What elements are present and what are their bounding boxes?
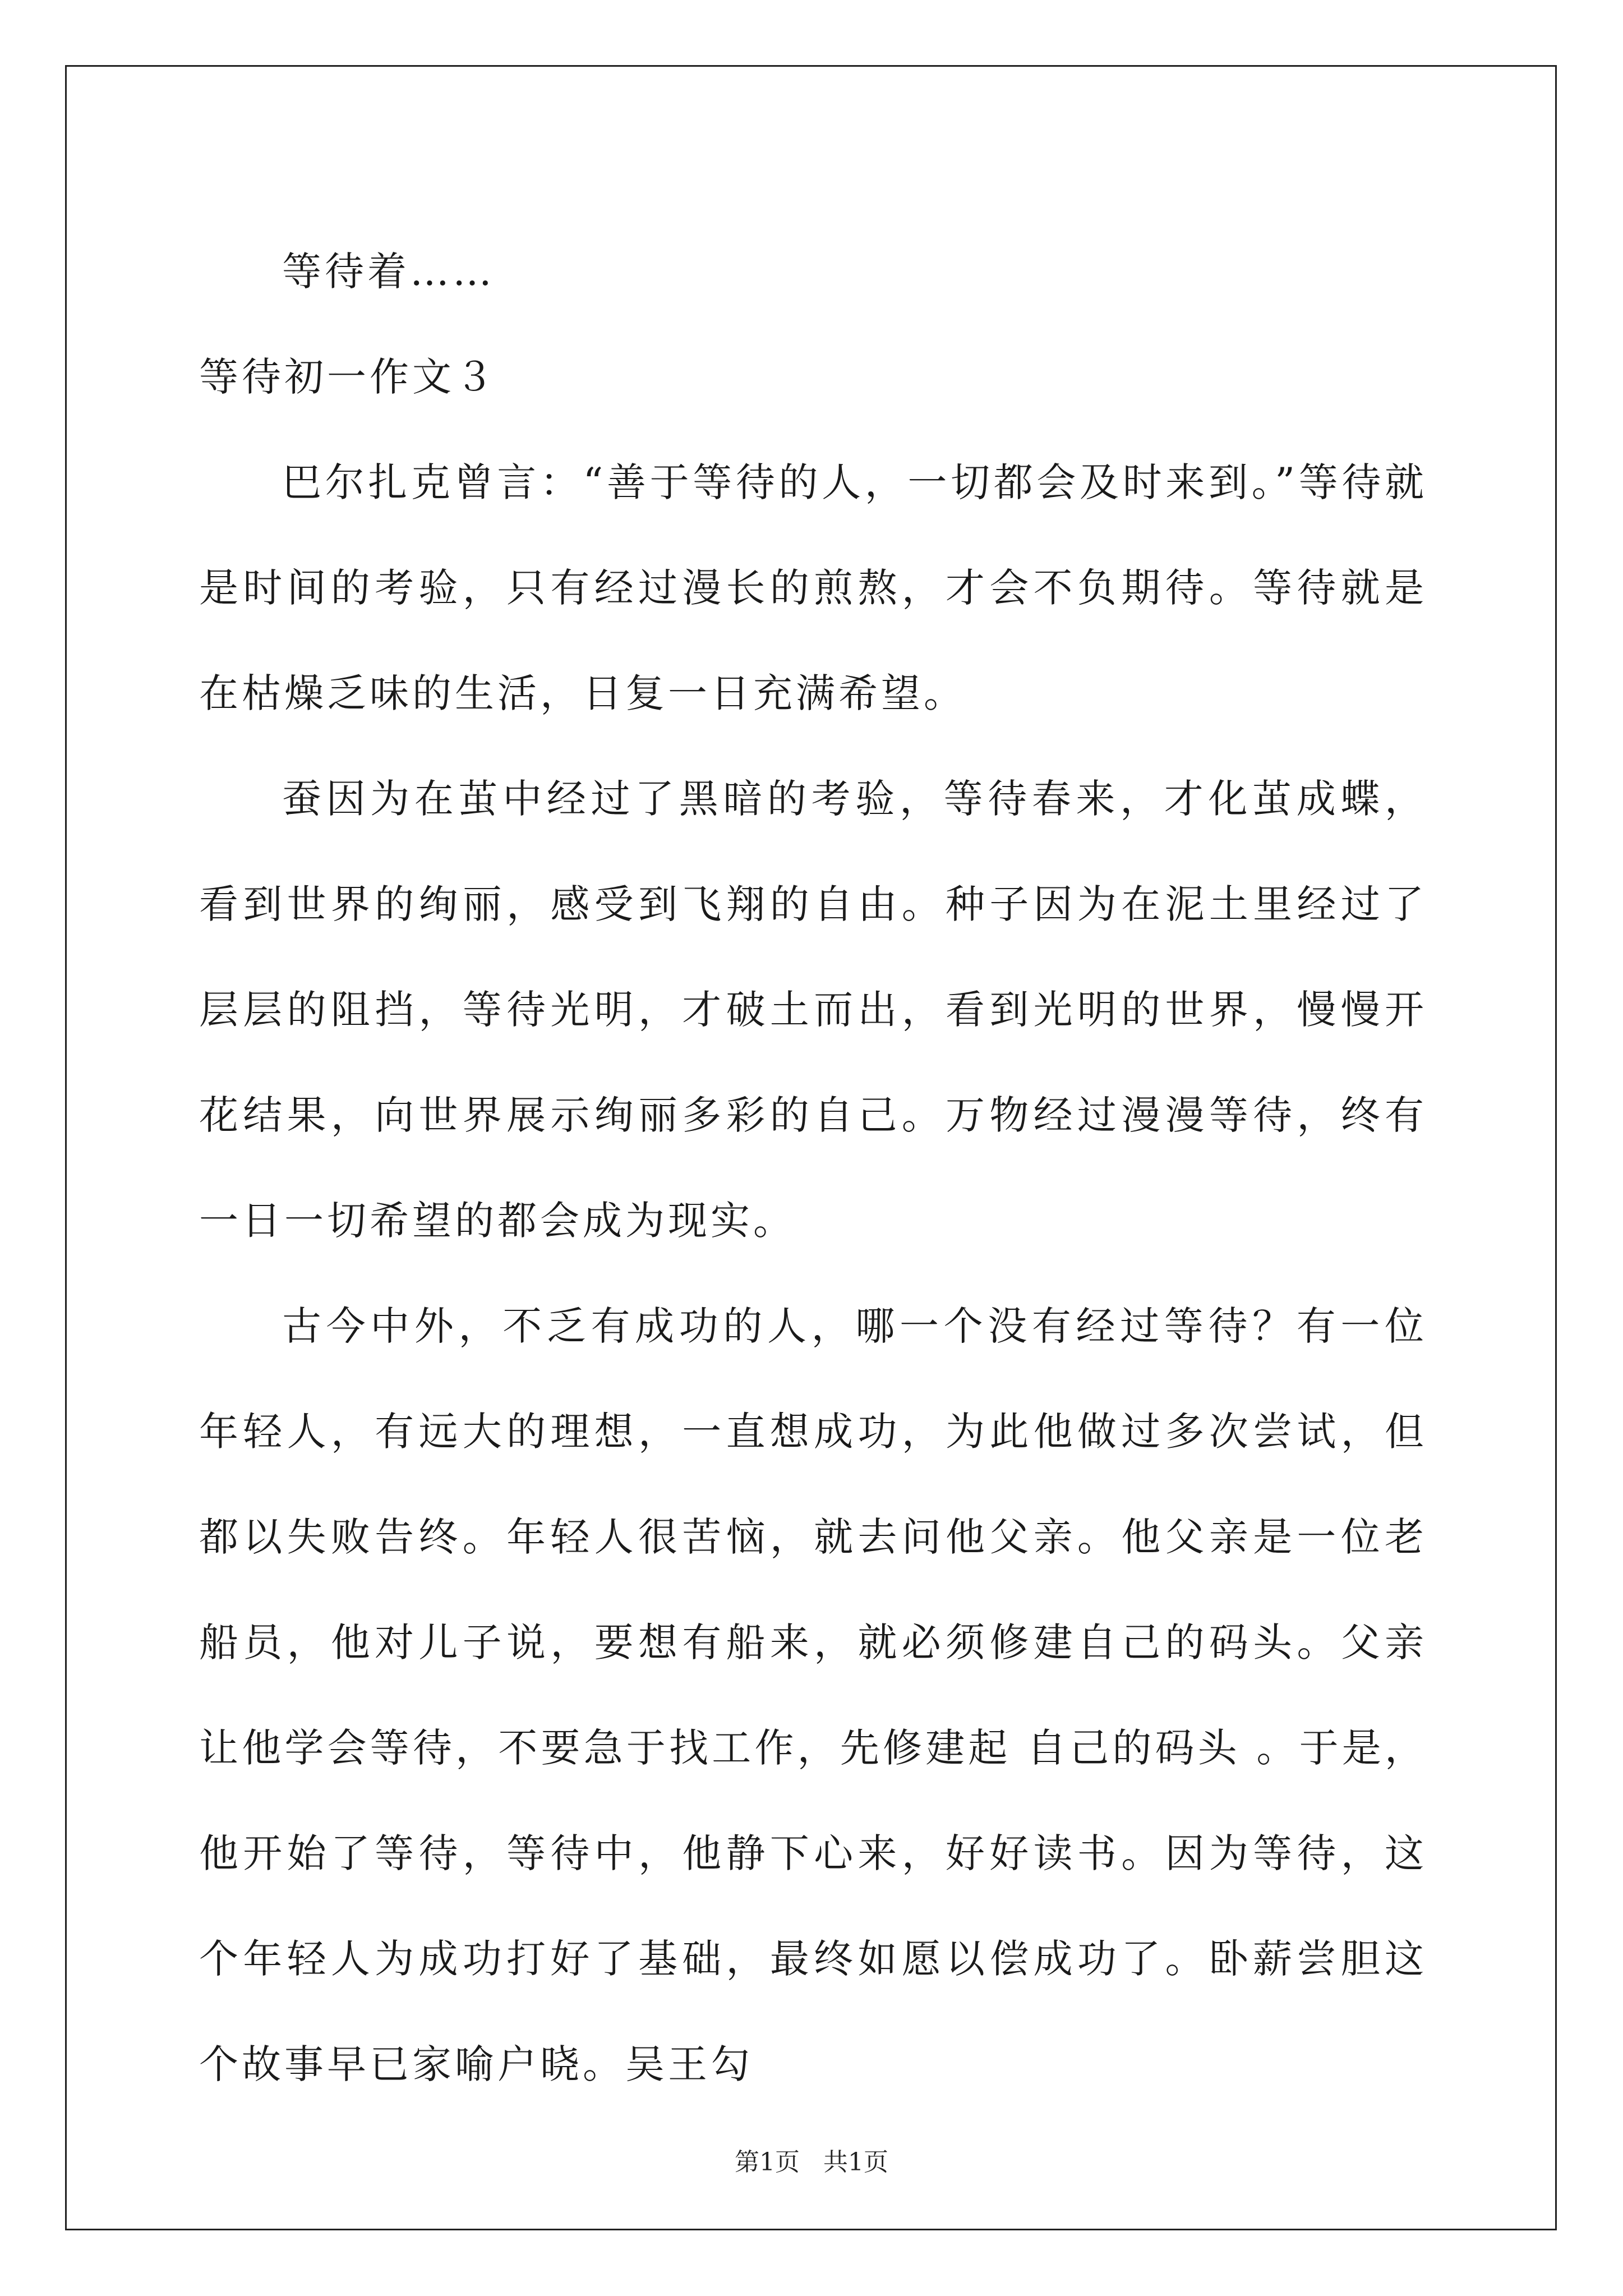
essay-title: 等待初一作文３ xyxy=(199,354,497,400)
paragraph-young-man-story: 古今中外，不乏有成功的人，哪一个没有经过等待？有一位年轻人，有远大的理想，一直想成功，为此他做过多次尝试，但都以失败告终。年轻人很苦恼，就去问他父亲。他父亲是一位老船员，他对儿子说，要想有船来，就必须修建自己的码头。父亲让他学会等待，不要急于找工作，先修建起 自己的码头 。于是，他开始了等待，等待中，他静下心来，好好读书。因为等待，这个年轻人为成功打好了基础，最终如愿以偿成功了。卧薪尝胆这个故事早已家喻户晓。吴王勾 xyxy=(199,1303,1427,2087)
paragraph-closing-line: 等待着…… xyxy=(282,249,495,295)
page-total: 共1页 xyxy=(823,2148,888,2177)
paragraph-balzac-quote: 巴尔扎克曾言：“善于等待的人，一切都会及时来到。”等待就是时间的考验，只有经过漫长的煎熬，才会不负期待。等待就是在枯燥乏味的生活，日复一日充满希望。 xyxy=(199,459,1427,716)
page-footer xyxy=(0,2142,1623,2178)
page-number: 第1页 xyxy=(735,2148,800,2177)
document-body xyxy=(199,219,1427,2117)
paragraph-silkworm-seed: 蚕因为在茧中经过了黑暗的考验，等待春来，才化茧成蝶，看到世界的绚丽，感受到飞翔的自由。种子因为在泥土里经过了层层的阻挡，等待光明，才破土而出，看到光明的世界，慢慢开花结果，向世界展示绚丽多彩的自己。万物经过漫漫等待，终有一日一切希望的都会成为现实。 xyxy=(199,776,1427,1244)
